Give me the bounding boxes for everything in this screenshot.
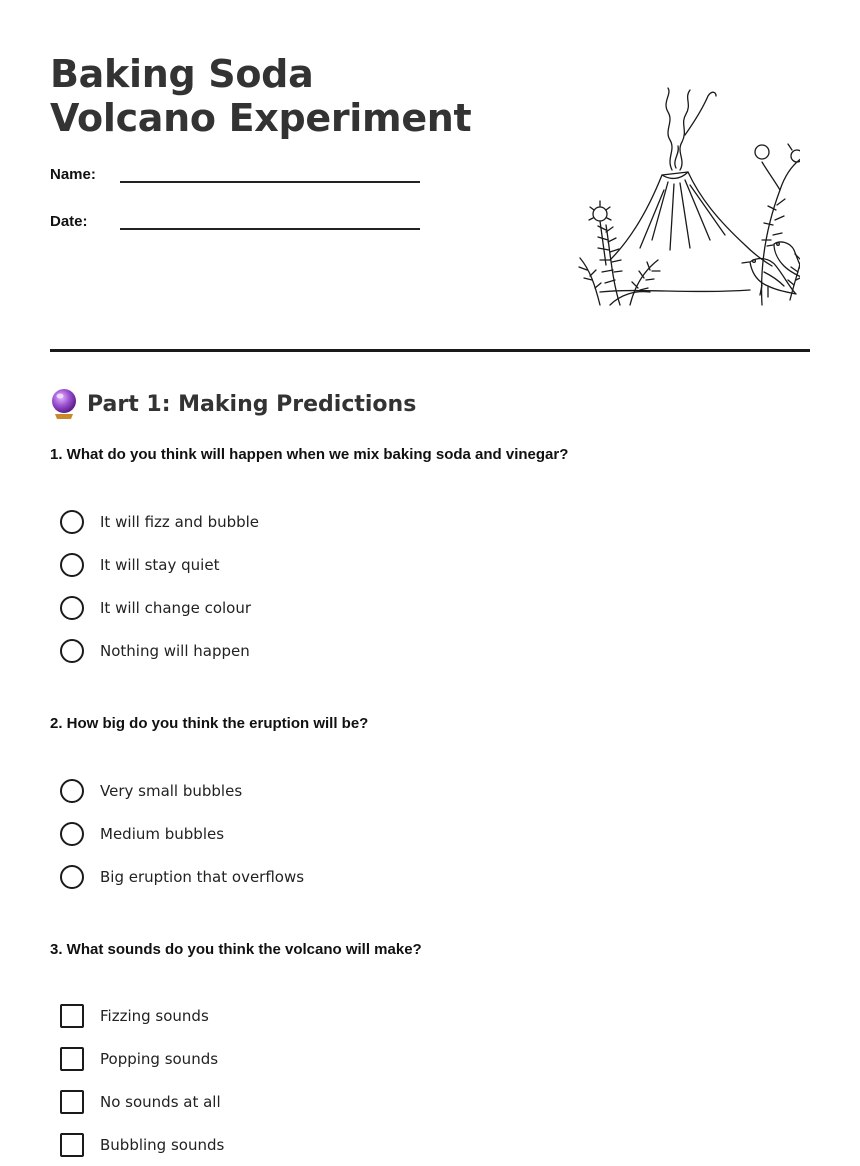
date-label: Date:	[50, 213, 88, 230]
radio-button[interactable]	[60, 510, 84, 534]
part1-heading	[50, 388, 416, 420]
option-label: It will stay quiet	[100, 555, 220, 574]
checkbox[interactable]	[60, 1004, 84, 1028]
answer-option[interactable]	[60, 1080, 224, 1123]
answer-option[interactable]	[60, 994, 224, 1037]
part1-heading-text: Part 1: Making Predictions	[87, 391, 417, 417]
date-write-line[interactable]	[120, 228, 420, 230]
answer-option[interactable]	[60, 1123, 224, 1166]
smoke-plume	[666, 88, 672, 170]
date-field[interactable]	[50, 213, 420, 243]
question-1: 1. What do you think will happen when we mix baking soda and vinegar?	[50, 446, 569, 463]
section-divider	[50, 349, 810, 352]
option-label: No sounds at all	[100, 1092, 221, 1111]
radio-button[interactable]	[60, 639, 84, 663]
answer-option[interactable]	[60, 586, 259, 629]
answer-option[interactable]	[60, 855, 304, 898]
checkbox[interactable]	[60, 1133, 84, 1157]
radio-button[interactable]	[60, 596, 84, 620]
answer-option[interactable]	[60, 543, 259, 586]
page-title: Baking Soda Volcano Experiment	[50, 52, 472, 140]
option-label: Very small bubbles	[100, 781, 243, 800]
option-label: Big eruption that overflows	[100, 867, 305, 886]
option-label: Popping sounds	[100, 1049, 219, 1068]
option-label: It will change colour	[100, 598, 252, 617]
option-label: It will fizz and bubble	[100, 512, 260, 531]
question-3: 3. What sounds do you think the volcano will make?	[50, 941, 422, 958]
fern	[606, 225, 620, 305]
radio-button[interactable]	[60, 779, 84, 803]
volcano-illustration	[540, 80, 800, 315]
answer-option[interactable]	[60, 1037, 224, 1080]
answer-option[interactable]	[60, 500, 259, 543]
bird	[774, 242, 800, 280]
radio-button[interactable]	[60, 553, 84, 577]
answer-option[interactable]	[60, 769, 304, 812]
question-1-options	[60, 500, 259, 672]
flower	[593, 207, 607, 221]
radio-button[interactable]	[60, 865, 84, 889]
checkbox[interactable]	[60, 1047, 84, 1071]
answer-option[interactable]	[60, 629, 259, 672]
name-field[interactable]	[50, 166, 420, 196]
bird	[750, 259, 796, 294]
name-write-line[interactable]	[120, 181, 420, 183]
option-label: Fizzing sounds	[100, 1006, 209, 1025]
checkbox[interactable]	[60, 1090, 84, 1114]
question-2: 2. How big do you think the eruption will be?	[50, 715, 369, 732]
option-label: Bubbling sounds	[100, 1135, 225, 1154]
option-label: Medium bubbles	[100, 824, 225, 843]
name-label: Name:	[50, 166, 96, 183]
question-3-options	[60, 994, 224, 1166]
answer-option[interactable]	[60, 812, 304, 855]
radio-button[interactable]	[60, 822, 84, 846]
option-label: Nothing will happen	[100, 641, 250, 660]
crystal-ball-icon	[50, 388, 78, 420]
question-2-options	[60, 769, 304, 898]
